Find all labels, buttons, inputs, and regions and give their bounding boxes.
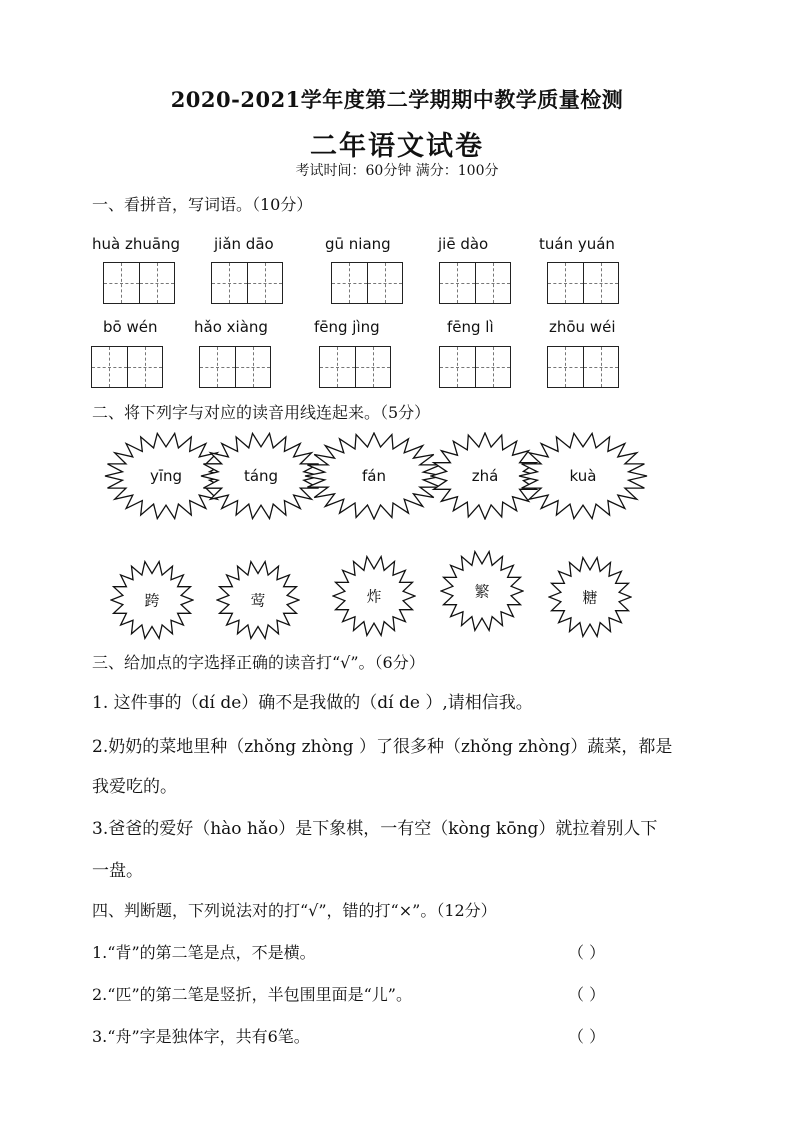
burst-pinyin: yīng <box>149 467 183 485</box>
burst-char: 莺 <box>250 591 266 610</box>
burst-char: 跨 <box>144 591 160 610</box>
burst-char: 炸 <box>366 587 382 606</box>
pinyin-burst[interactable] <box>518 432 648 520</box>
question-line: 2.奶奶的菜地里种（zhǒng zhòng ）了很多种（zhǒng zhòng）蔬菜，都是 <box>92 737 673 757</box>
burst-pinyin: kuà <box>569 467 597 485</box>
writing-box[interactable] <box>319 346 391 388</box>
writing-box[interactable] <box>439 262 511 304</box>
question-line: 我爱吃的。 <box>92 777 177 797</box>
exam-subtitle: 二年语文试卷 <box>310 131 484 162</box>
pinyin-label: tuán yuán <box>539 235 615 253</box>
burst-char: 糖 <box>582 588 598 607</box>
section2-heading: 二、将下列字与对应的读音用线连起来。（5分） <box>92 403 431 422</box>
section1-heading: 一、看拼音，写词语。（10分） <box>92 195 313 214</box>
judgement-item: 2.“匹”的第二笔是竖折，半包围里面是“儿”。 <box>92 985 412 1004</box>
section3-heading: 三、给加点的字选择正确的读音打“√”。（6分） <box>92 653 425 672</box>
burst-pinyin: zhá <box>471 467 499 485</box>
writing-box[interactable] <box>211 262 283 304</box>
pinyin-label: fēng lì <box>447 318 494 336</box>
pinyin-label: jiǎn dāo <box>214 235 274 253</box>
pinyin-label: huà zhuāng <box>92 235 181 253</box>
char-burst[interactable] <box>216 560 300 640</box>
burst-pinyin: táng <box>243 467 279 485</box>
burst-pinyin: fán <box>362 467 386 485</box>
pinyin-burst[interactable] <box>304 432 444 520</box>
answer-blank[interactable]: （ ） <box>568 943 606 962</box>
writing-box[interactable] <box>91 346 163 388</box>
question-line: 3.爸爸的爱好（hào hǎo）是下象棋，一有空（kòng kōng）就拉着别人下 <box>92 819 658 839</box>
burst-char: 繁 <box>474 582 490 601</box>
writing-box[interactable] <box>547 262 619 304</box>
writing-box[interactable] <box>439 346 511 388</box>
question-line: 一盘。 <box>92 861 143 881</box>
char-burst[interactable] <box>440 550 524 632</box>
judgement-item: 1.“背”的第二笔是点，不是横。 <box>92 943 316 962</box>
pinyin-label: fēng jìng <box>314 318 380 336</box>
writing-box[interactable] <box>103 262 175 304</box>
pinyin-label: jiē dào <box>438 235 489 253</box>
exam-title: 2020-2021学年度第二学期期中教学质量检测 <box>170 87 624 112</box>
pinyin-label: bō wén <box>103 318 158 336</box>
answer-blank[interactable]: （ ） <box>568 985 606 1004</box>
pinyin-label: gū niang <box>325 235 391 253</box>
pinyin-label: zhōu wéi <box>549 318 616 336</box>
char-burst[interactable] <box>332 555 416 637</box>
judgement-item: 3.“舟”字是独体字，共有6笔。 <box>92 1027 310 1046</box>
char-burst[interactable] <box>548 556 632 638</box>
section4-heading: 四、判断题，下列说法对的打“√”，错的打“×”。（12分） <box>92 901 497 920</box>
writing-box[interactable] <box>199 346 271 388</box>
answer-blank[interactable]: （ ） <box>568 1027 606 1046</box>
writing-box[interactable] <box>331 262 403 304</box>
char-burst[interactable] <box>110 560 194 640</box>
pinyin-label: hǎo xiàng <box>194 318 268 336</box>
exam-info: 考试时间：60分钟 满分：100分 <box>295 163 499 179</box>
writing-box[interactable] <box>547 346 619 388</box>
question-line: 1. 这件事的（dí de）确不是我做的（dí de ）,请相信我。 <box>92 693 533 713</box>
